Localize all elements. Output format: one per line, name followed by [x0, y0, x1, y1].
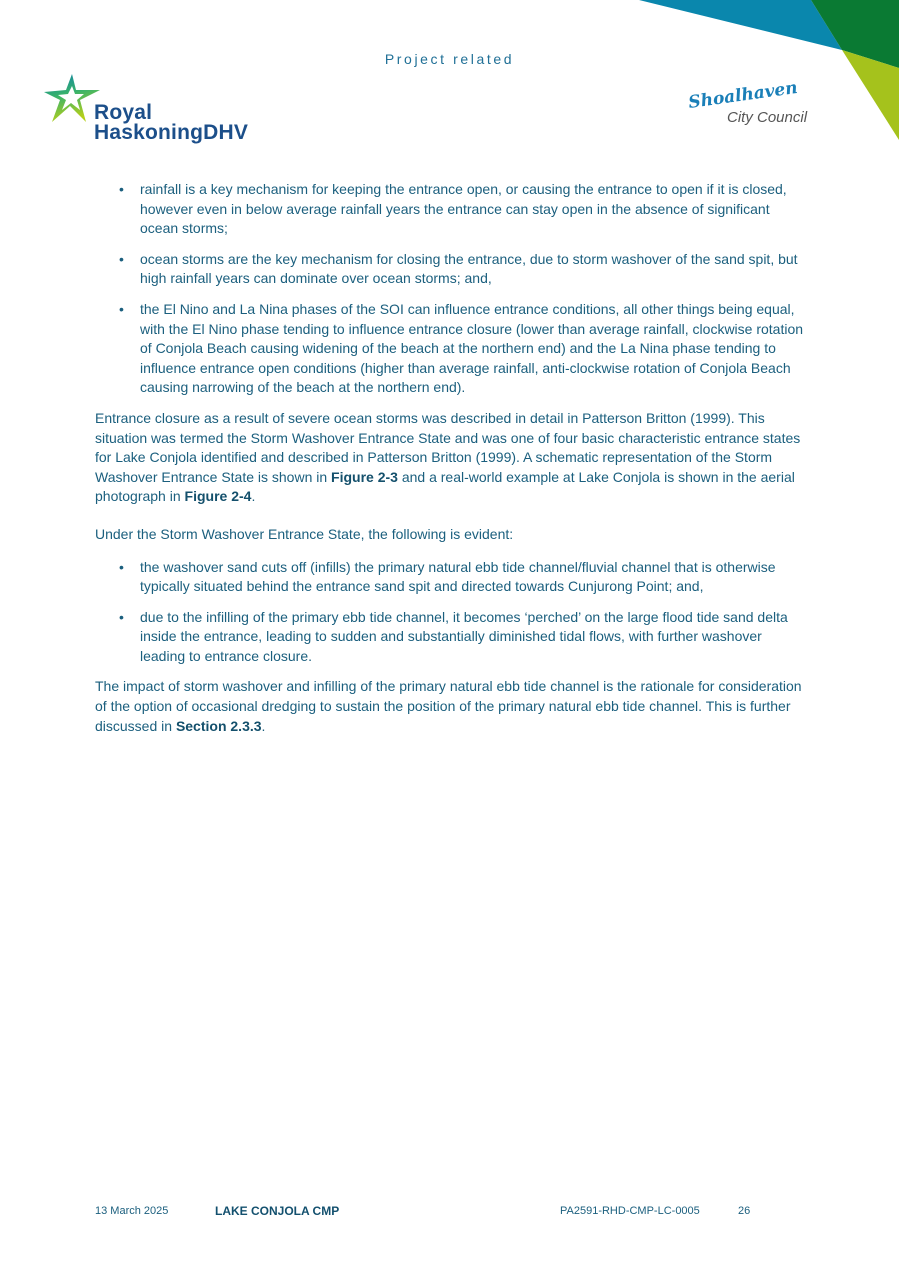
- paragraph-text: The impact of storm washover and infilling of the primary natural ebb tide channel is the rationale for consideration of the option of occasional dredging to sustain the position of the primary natural ebb tide channel. This is further discussed in: [95, 678, 802, 734]
- logo-script-text: Shoalhaven: [687, 77, 799, 113]
- list-item: [95, 180, 810, 239]
- document-body: [95, 180, 810, 749]
- figure-ref-2-3[interactable]: Figure 2-3: [331, 468, 398, 485]
- bullet-icon: •: [119, 181, 124, 197]
- list-item: [95, 558, 810, 597]
- footer-date: 13 March 2025: [95, 1205, 169, 1217]
- list-item-text: due to the infilling of the primary ebb tide channel, it becomes ‘perched’ on the large flood tide sand delta inside the entrance, leading to sudden and substantially diminished tidal flows, with further washover leading to entrance closure.: [140, 608, 788, 664]
- bullet-icon: •: [119, 300, 124, 317]
- list-item: [95, 300, 810, 398]
- footer-doc-code: PA2591-RHD-CMP-LC-0005: [560, 1205, 700, 1217]
- paragraph-rationale: [95, 677, 810, 736]
- blue-triangle: [639, 0, 842, 50]
- list-item-text: the washover sand cuts off (infills) the primary natural ebb tide channel/fluvial channel that is otherwise typically situated behind the entrance sand spit and directed towards Cunjurong Point; and,: [140, 558, 776, 595]
- paragraph-text: .: [251, 488, 256, 505]
- list-item-text: the El Nino and La Nina phases of the SOI can influence entrance conditions, all other things being equal, with the El Nino phase tending to influence entrance closure (lower than average rainfall, clockwise rotation of Conjola Beach causing widening of the beach at the northern end) and the La Nina phase tending to influence entrance open conditions (higher than average rainfall, anti-clockwise rotation of Conjola Beach causing narrowing of the beach at the northern end).: [140, 300, 804, 396]
- footer-page-number: 26: [738, 1205, 751, 1217]
- paragraph-text: and a real-world example at Lake Conjola is shown in the aerial photograph in: [95, 468, 795, 505]
- star-logo-icon: [42, 72, 102, 132]
- logo-subtitle: City Council: [727, 109, 808, 126]
- bullet-icon: •: [119, 558, 124, 575]
- paragraph-text: Entrance closure as a result of severe ocean storms was described in detail in Patterson Britton (1999). This situation was termed the Storm Washover Entrance State and was one of four basic characteristic entrance states for Lake Conjola identified and described in Patterson Britton (1999). A schematic representation of the Storm Washover Entrance State is shown in: [95, 409, 801, 485]
- footer-title: LAKE CONJOLA CMP: [215, 1204, 340, 1218]
- bullet-icon: •: [119, 250, 124, 267]
- list-item-text: ocean storms are the key mechanism for closing the entrance, due to storm washover of the sand spit, but high rainfall years can dominate over ocean storms; and,: [140, 250, 798, 287]
- list-item-text: rainfall is a key mechanism for keeping the entrance open, or causing the entrance to open if it is closed, however even in below average rainfall years the entrance can stay open in the absence of significant ocean storms;: [140, 181, 787, 237]
- header-label: Project related: [384, 51, 515, 67]
- figure-ref-2-4[interactable]: Figure 2-4: [184, 488, 252, 505]
- paragraph-entrance-closure: [95, 409, 810, 507]
- royal-haskoningdhv-logo: [42, 72, 262, 147]
- logo-text-line1: Royal: [94, 101, 153, 124]
- list-item: [95, 250, 810, 289]
- list-item: [95, 608, 810, 667]
- shoalhaven-logo: [685, 77, 820, 135]
- paragraph-text: .: [261, 717, 266, 734]
- bullet-list-washover: [95, 558, 810, 667]
- section-ref-2-3-3[interactable]: Section 2.3.3: [175, 717, 262, 734]
- bullet-icon: •: [119, 608, 124, 625]
- logo-text-line2: HaskoningDHV: [94, 121, 249, 144]
- paragraph-intro-evident: Under the Storm Washover Entrance State, the following is evident:: [95, 525, 514, 542]
- bullet-list-mechanisms: [95, 180, 810, 398]
